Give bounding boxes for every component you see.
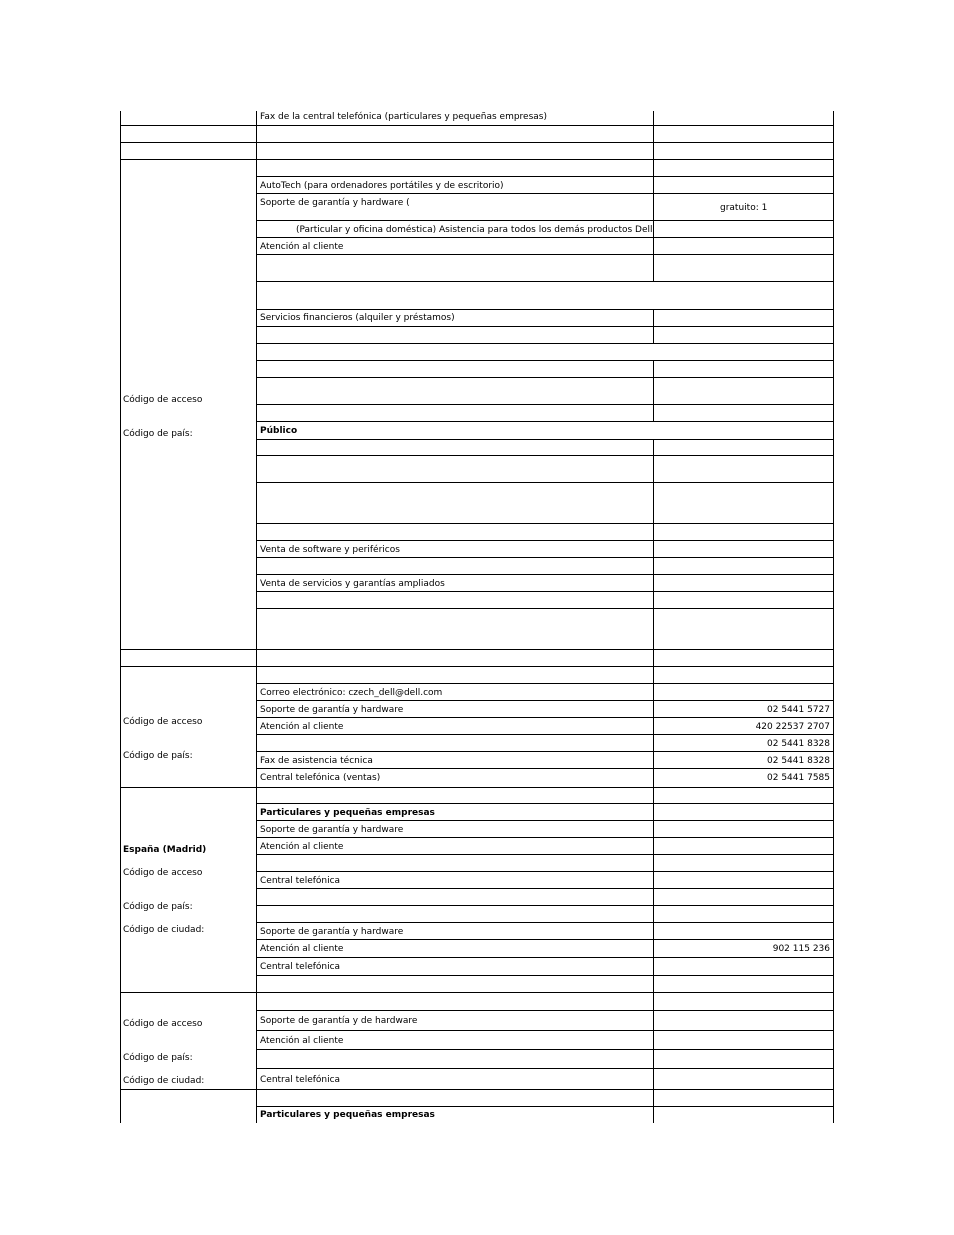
row-divider — [256, 975, 834, 976]
row-divider — [256, 557, 834, 558]
row-divider — [256, 1010, 834, 1011]
row-label: Venta de software y periféricos — [260, 545, 400, 555]
row-divider — [256, 404, 834, 405]
row-divider — [120, 159, 834, 160]
row-label: Fax de asistencia técnica — [260, 756, 373, 766]
country-info: Código de país: — [123, 751, 193, 761]
row-divider — [256, 837, 834, 838]
country-info: Código de país: — [123, 902, 193, 912]
country-info: Código de acceso — [123, 868, 203, 878]
phone-number: 902 115 236 — [772, 944, 830, 954]
row-label: Servicios financieros (alquiler y préstamos) — [260, 313, 455, 323]
row-divider — [256, 608, 834, 609]
row-divider — [256, 803, 834, 804]
phone-number: 02 5441 8328 — [767, 756, 830, 766]
row-divider — [256, 957, 834, 958]
row-divider — [256, 854, 834, 855]
table-border-right — [833, 111, 834, 1123]
row-divider — [256, 360, 834, 361]
row-label: Central telefónica — [260, 962, 341, 972]
row-label: Central telefónica — [260, 876, 341, 886]
row-divider — [256, 888, 834, 889]
row-divider — [256, 683, 834, 684]
table-border-left — [120, 111, 121, 1123]
row-divider — [120, 1089, 834, 1090]
country-name: España (Madrid) — [123, 845, 207, 855]
row-divider — [256, 1068, 834, 1069]
row-value: gratuito: 1 — [720, 203, 768, 213]
row-label: Atención al cliente — [260, 842, 344, 852]
row-divider — [256, 421, 834, 422]
row-divider — [256, 482, 834, 483]
row-label: Soporte de garantía y de hardware — [260, 1016, 418, 1026]
row-divider — [256, 343, 834, 344]
column-divider-2 — [653, 360, 654, 422]
row-label: Fax de la central telefónica (particulares y pequeñas empresas) — [260, 112, 547, 122]
country-info: Código de país: — [123, 429, 193, 439]
row-label: Soporte de garantía y hardware — [260, 927, 404, 937]
row-heading: Particulares y pequeñas empresas — [260, 808, 435, 818]
row-label: Atención al cliente — [260, 722, 344, 732]
row-divider — [256, 574, 834, 575]
row-divider — [256, 717, 834, 718]
row-divider — [256, 176, 834, 177]
country-info: Código de país: — [123, 1053, 193, 1063]
row-divider — [256, 220, 834, 221]
row-divider — [256, 309, 834, 310]
phone-number: 02 5441 8328 — [767, 739, 830, 749]
phone-number: 02 5441 5727 — [767, 705, 830, 715]
row-divider — [256, 254, 834, 255]
row-heading: Público — [260, 426, 298, 436]
row-divider — [256, 905, 834, 906]
row-divider — [256, 922, 834, 923]
row-label: Central telefónica — [260, 1075, 341, 1085]
column-divider-2 — [653, 649, 654, 1123]
row-label: Correo electrónico: czech_dell@dell.com — [260, 688, 443, 698]
row-divider — [256, 326, 834, 327]
column-divider-2 — [653, 111, 654, 281]
row-label: Soporte de garantía y hardware — [260, 705, 404, 715]
country-info: Código de acceso — [123, 717, 203, 727]
row-label: Atención al cliente — [260, 242, 344, 252]
phone-number: 02 5441 7585 — [767, 773, 830, 783]
row-divider — [256, 455, 834, 456]
row-divider — [256, 591, 834, 592]
row-divider — [120, 125, 834, 126]
row-divider — [120, 992, 834, 993]
row-label: Soporte de garantía y hardware ( — [260, 198, 410, 208]
row-divider — [120, 649, 834, 650]
row-heading: Particulares y pequeñas empresas — [260, 1110, 435, 1120]
column-divider-2 — [653, 439, 654, 649]
row-divider — [256, 751, 834, 752]
row-label: Atención al cliente — [260, 944, 344, 954]
row-label: Soporte de garantía y hardware — [260, 825, 404, 835]
row-label: Venta de servicios y garantías ampliados — [260, 579, 445, 589]
country-info: Código de ciudad: — [123, 1076, 205, 1086]
row-divider — [256, 237, 834, 238]
row-label: AutoTech (para ordenadores portátiles y de escritorio) — [260, 181, 504, 191]
row-divider — [256, 939, 834, 940]
row-label: (Particular y oficina doméstica) Asistencia para todos los demás productos Dell — [296, 225, 653, 235]
column-divider-1 — [256, 111, 257, 1123]
country-info: Código de acceso — [123, 395, 203, 405]
row-label: Atención al cliente — [260, 1036, 344, 1046]
row-divider — [256, 377, 834, 378]
row-divider — [256, 193, 834, 194]
row-divider — [256, 768, 834, 769]
row-divider — [120, 142, 834, 143]
row-divider — [120, 787, 834, 788]
row-divider — [256, 1049, 834, 1050]
row-divider — [256, 439, 834, 440]
row-divider — [256, 1030, 834, 1031]
country-info: Código de ciudad: — [123, 925, 205, 935]
row-divider — [256, 1106, 834, 1107]
row-label: Central telefónica (ventas) — [260, 773, 381, 783]
row-divider — [256, 871, 834, 872]
phone-number: 420 22537 2707 — [755, 722, 830, 732]
row-divider — [256, 734, 834, 735]
row-divider — [256, 540, 834, 541]
row-divider — [256, 820, 834, 821]
row-divider — [256, 523, 834, 524]
row-divider — [120, 666, 834, 667]
row-divider — [256, 281, 834, 282]
row-divider — [256, 700, 834, 701]
country-info: Código de acceso — [123, 1019, 203, 1029]
